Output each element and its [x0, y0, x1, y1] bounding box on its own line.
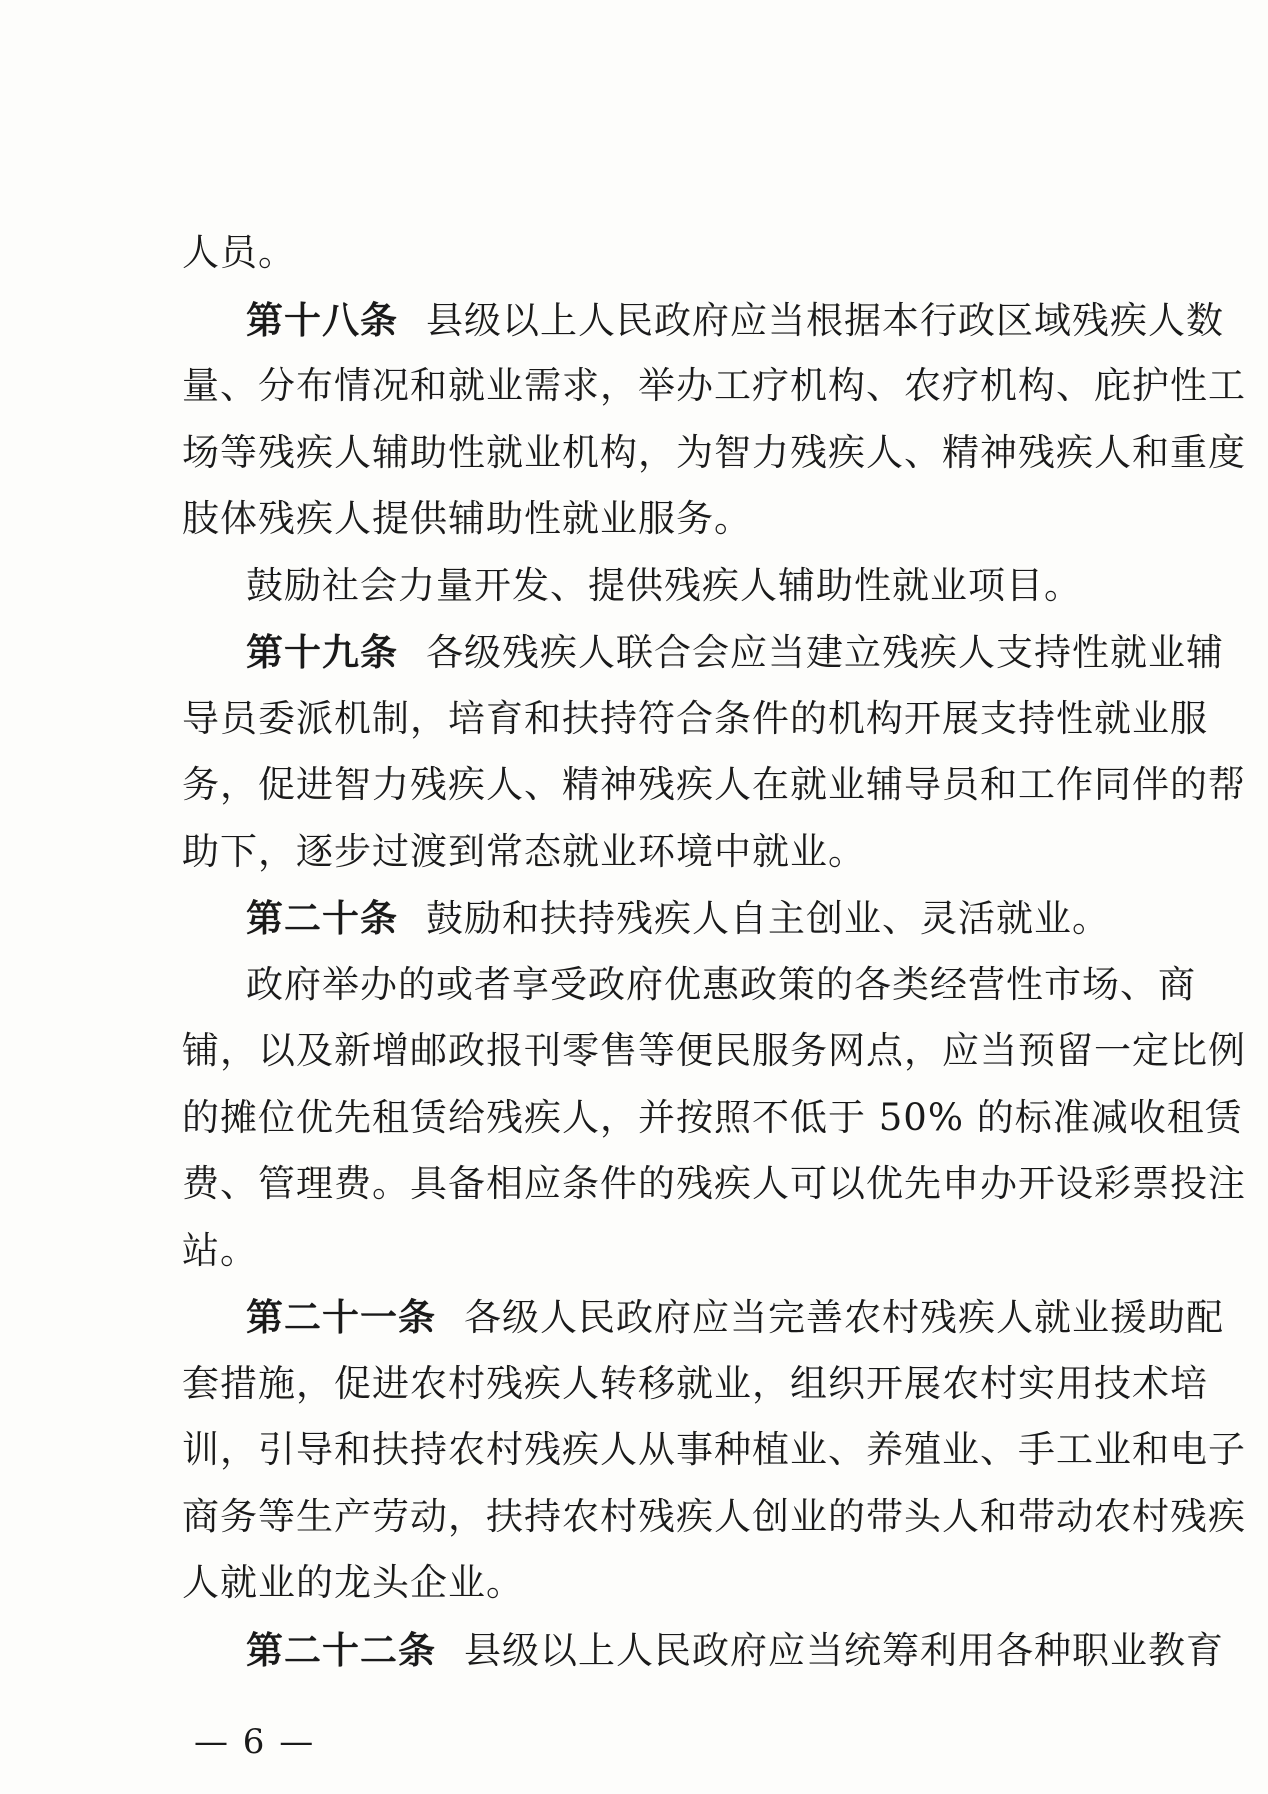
- article-21-heading: 第二十一条: [246, 1295, 436, 1339]
- text-line: 鼓励社会力量开发、提供残疾人辅助性就业项目。: [246, 563, 1082, 607]
- text-line: 铺，以及新增邮政报刊零售等便民服务网点，应当预留一定比例: [182, 1029, 1246, 1072]
- text-line: 场等残疾人辅助性就业机构，为智力残疾人、精神残疾人和重度: [182, 430, 1246, 474]
- article-21-line-1: [182, 1284, 1224, 1351]
- article-19-text: 各级残疾人联合会应当建立残疾人支持性就业辅: [426, 631, 1224, 674]
- text-line: 人员。: [182, 231, 296, 274]
- text-line: 政府举办的或者享受政府优惠政策的各类经营性市场、商: [246, 962, 1196, 1006]
- article-18-line-1: [182, 287, 1224, 354]
- article-18-text: 县级以上人民政府应当根据本行政区域残疾人数: [426, 298, 1224, 342]
- text-line: 训，引导和扶持农村残疾人从事种植业、养殖业、手工业和电子: [182, 1428, 1246, 1471]
- article-19-line-1: [182, 619, 1224, 686]
- article-22-line-1: [182, 1617, 1224, 1684]
- article-22-heading: 第二十二条: [246, 1627, 436, 1672]
- article-20-line-1: [182, 885, 1112, 952]
- article-21-text: 各级人民政府应当完善农村残疾人就业援助配: [464, 1296, 1224, 1339]
- article-20-heading: 第二十条: [246, 896, 398, 940]
- text-line: 肢体残疾人提供辅助性就业服务。: [182, 497, 752, 540]
- article-22-text: 县级以上人民政府应当统筹利用各种职业教育: [464, 1628, 1224, 1672]
- text-line: 量、分布情况和就业需求，举办工疗机构、农疗机构、庇护性工: [182, 364, 1246, 407]
- regulation-text: [182, 220, 1246, 1683]
- article-18-heading: 第十八条: [246, 297, 398, 342]
- text-line: 导员委派机制，培育和扶持符合条件的机构开展支持性就业服: [182, 696, 1208, 740]
- text-line: 务，促进智力残疾人、精神残疾人在就业辅导员和工作同伴的帮: [182, 763, 1246, 806]
- text-line: 的摊位优先租赁给残疾人，并按照不低于 50% 的标准减收租赁: [182, 1095, 1243, 1139]
- text-line: 费、管理费。具备相应条件的残疾人可以优先申办开设彩票投注: [182, 1162, 1246, 1205]
- article-19-heading: 第十九条: [246, 630, 398, 674]
- article-20-text: 鼓励和扶持残疾人自主创业、灵活就业。: [426, 897, 1110, 940]
- page-number: — 6 —: [194, 1722, 316, 1762]
- text-line: 套措施，促进农村残疾人转移就业，组织开展农村实用技术培: [182, 1361, 1208, 1405]
- text-line: 站。: [182, 1228, 258, 1272]
- text-line: 助下，逐步过渡到常态就业环境中就业。: [182, 829, 866, 873]
- text-line: 人就业的龙头企业。: [182, 1561, 524, 1604]
- text-line: 商务等生产劳动，扶持农村残疾人创业的带头人和带动农村残疾: [182, 1494, 1246, 1538]
